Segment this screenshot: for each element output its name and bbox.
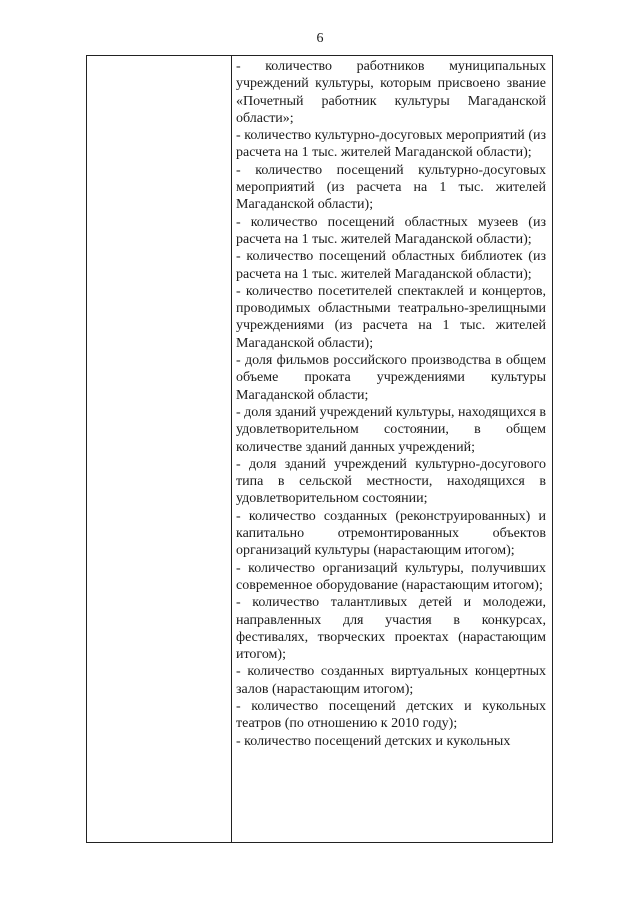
indicator-item: - количество организаций культуры, получивших современное оборудование (нарастающим итогом);	[236, 560, 546, 593]
indicator-item: - доля зданий учреждений культуры, находящихся в удовлетворительном состоянии, в общем количестве зданий данных учреждений;	[236, 404, 546, 455]
indicator-item: - количество посещений детских и кукольных театров (по отношению к 2010 году);	[236, 698, 546, 732]
indicator-item: - количество культурно-досуговых мероприятий (из расчета на 1 тыс. жителей Магаданской области);	[236, 128, 546, 161]
indicator-item: - доля фильмов российского производства в общем объеме проката учреждениями культуры Магаданской области;	[236, 353, 546, 403]
indicator-item: - количество посещений культурно-досуговых мероприятий (из расчета на 1 тыс. жителей Магаданской области);	[236, 162, 546, 213]
indicator-item: - количество работников муниципальных учреждений культуры, которым присвоено звание «Почетный работник культуры Магаданской области»;	[236, 59, 546, 126]
indicator-item: - количество посещений областных музеев (из расчета на 1 тыс. жителей Магаданской области);	[236, 214, 546, 247]
indicator-item: - количество созданных виртуальных концертных залов (нарастающим итогом);	[236, 664, 546, 697]
indicator-item: - доля зданий учреждений культурно-досугового типа в сельской местности, находящихся в удовлетворительном состоянии;	[236, 456, 546, 507]
indicator-item: - количество посещений детских и кукольных	[236, 733, 511, 749]
indicator-item: - количество талантливых детей и молодежи, направленных для участия в конкурсах, фестивалях, творческих проектах (нарастающим итогом);	[236, 595, 546, 663]
table-right-cell	[236, 58, 546, 750]
indicators-table	[86, 55, 553, 843]
indicator-item: - количество посетителей спектаклей и концертов, проводимых областными театрально-зрелищными учреждениями (из расчета на 1 тыс. жителей Магаданской области);	[236, 283, 546, 351]
page-number: 6	[316, 31, 324, 46]
indicator-item: - количество посещений областных библиотек (из расчета на 1 тыс. жителей Магаданской области);	[236, 249, 546, 282]
indicator-item: - количество созданных (реконструированных) и капитально отремонтированных объектов организаций культуры (нарастающим итогом);	[236, 508, 546, 559]
table-left-cell	[87, 56, 232, 842]
